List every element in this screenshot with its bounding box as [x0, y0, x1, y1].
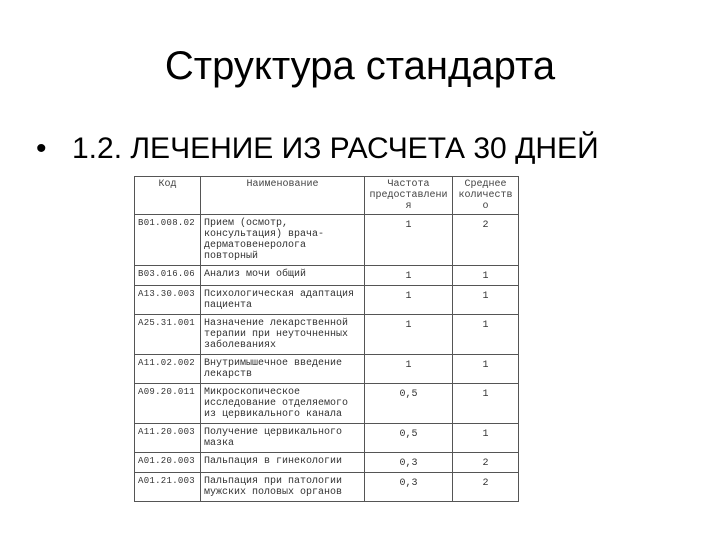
- cell-quantity: 2: [453, 453, 519, 473]
- cell-quantity: 1: [453, 424, 519, 453]
- cell-code: A11.20.003: [135, 424, 201, 453]
- table-row: [135, 355, 519, 384]
- cell-code: A13.30.003: [135, 286, 201, 315]
- cell-frequency: 0,5: [365, 424, 453, 453]
- table-row: [135, 453, 519, 473]
- header-name: Наименование: [201, 177, 365, 215]
- cell-name: Назначение лекарственной терапии при неуточненных заболеваниях: [201, 315, 365, 355]
- cell-name: Психологическая адаптация пациента: [201, 286, 365, 315]
- cell-quantity: 2: [453, 215, 519, 266]
- cell-frequency: 0,3: [365, 473, 453, 502]
- cell-quantity: 1: [453, 266, 519, 286]
- cell-name: Внутримышечное введение лекарств: [201, 355, 365, 384]
- slide-title: Структура стандарта: [164, 44, 556, 88]
- cell-frequency: 0,5: [365, 384, 453, 424]
- header-code: Код: [135, 177, 201, 215]
- cell-frequency: 0,3: [365, 453, 453, 473]
- cell-name: Прием (осмотр, консультация) врача-дерматовенеролога повторный: [201, 215, 365, 266]
- cell-name: Получение цервикального мазка: [201, 424, 365, 453]
- cell-name: Анализ мочи общий: [201, 266, 365, 286]
- cell-code: A09.20.011: [135, 384, 201, 424]
- cell-frequency: 1: [365, 215, 453, 266]
- cell-code: A11.02.002: [135, 355, 201, 384]
- cell-quantity: 1: [453, 355, 519, 384]
- cell-quantity: 1: [453, 315, 519, 355]
- cell-frequency: 1: [365, 355, 453, 384]
- cell-code: B03.016.06: [135, 266, 201, 286]
- cell-name: Микроскопическое исследование отделяемого из цервикального канала: [201, 384, 365, 424]
- cell-frequency: 1: [365, 315, 453, 355]
- cell-frequency: 1: [365, 286, 453, 315]
- cell-frequency: 1: [365, 266, 453, 286]
- header-frequency: Частота предоставления: [365, 177, 453, 215]
- cell-code: B01.008.02: [135, 215, 201, 266]
- cell-code: A25.31.001: [135, 315, 201, 355]
- table-header-row: [135, 177, 519, 215]
- cell-quantity: 1: [453, 286, 519, 315]
- bullet-text: 1.2. ЛЕЧЕНИЕ ИЗ РАСЧЕТА 30 ДНЕЙ: [72, 132, 599, 165]
- table-row: [135, 384, 519, 424]
- standard-table: [134, 176, 519, 502]
- bullet-item: [36, 132, 599, 166]
- cell-name: Пальпация в гинекологии: [201, 453, 365, 473]
- table-row: [135, 473, 519, 502]
- table-row: [135, 266, 519, 286]
- bullet-marker: •: [36, 132, 47, 165]
- header-quantity: Среднее количество: [453, 177, 519, 215]
- table-row: [135, 424, 519, 453]
- cell-quantity: 1: [453, 384, 519, 424]
- cell-name: Пальпация при патологии мужских половых органов: [201, 473, 365, 502]
- table-row: [135, 315, 519, 355]
- table-row: [135, 215, 519, 266]
- cell-code: A01.21.003: [135, 473, 201, 502]
- cell-quantity: 2: [453, 473, 519, 502]
- cell-code: A01.20.003: [135, 453, 201, 473]
- table-row: [135, 286, 519, 315]
